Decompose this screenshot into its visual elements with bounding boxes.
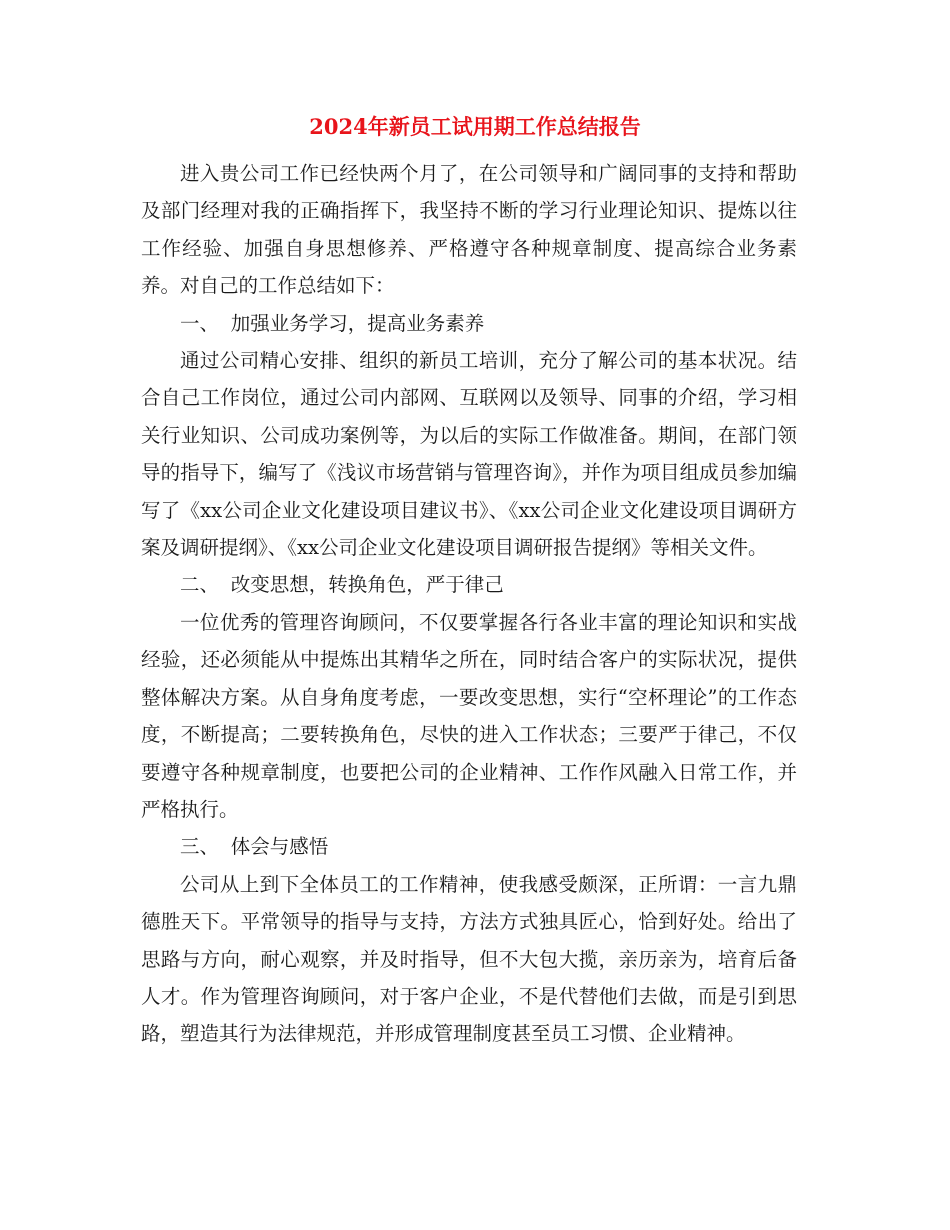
section-3-number: 三、 bbox=[180, 835, 220, 859]
section-2-heading bbox=[141, 566, 797, 603]
section-2-title: 改变思想，转换角色，严于律己 bbox=[230, 573, 504, 597]
section-2-number: 二、 bbox=[180, 573, 220, 597]
section-1-title: 加强业务学习，提高业务素养 bbox=[230, 311, 485, 335]
document-title: 2024年新员工试用期工作总结报告 bbox=[309, 114, 641, 139]
section-1-heading bbox=[141, 305, 797, 342]
section-3-paragraph: 公司从上到下全体员工的工作精神，使我感受颇深，正所谓：一言九鼎德胜天下。平常领导的指导与支持，方法方式独具匠心，恰到好处。给出了思路与方向，耐心观察，并及时指导，但不大包大揽，亲历亲为，培育后备人才。作为管理咨询顾问，对于客户企业，不是代替他们去做，而是引到思路，塑造其行为法律规范，并形成管理制度甚至员工习惯、企业精神。 bbox=[141, 872, 797, 1046]
section-1-number: 一、 bbox=[180, 311, 220, 335]
section-1-paragraph: 通过公司精心安排、组织的新员工培训，充分了解公司的基本状况。结合自己工作岗位，通过公司内部网、互联网以及领导、同事的介绍，学习相关行业知识、公司成功案例等，为以后的实际工作做准备。期间，在部门领导的指导下，编写了《浅议市场营销与管理咨询》，并作为项目组成员参加编写了《xx公司企业文化建设项目建议书》、《xx公司企业文化建设项目调研方案及调研提纲》、《xx公司企业文化建设项目调研报告提纲》等相关文件。 bbox=[141, 349, 797, 560]
section-3-heading bbox=[141, 828, 797, 865]
document-body bbox=[141, 155, 797, 1053]
intro-paragraph: 进入贵公司工作已经快两个月了，在公司领导和广阔同事的支持和帮助及部门经理对我的正确指挥下，我坚持不断的学习行业理论知识、提炼以往工作经验、加强自身思想修养、严格遵守各种规章制度、提高综合业务素养。对自己的工作总结如下： bbox=[141, 162, 797, 298]
section-2-paragraph: 一位优秀的管理咨询顾问，不仅要掌握各行各业丰富的理论知识和实战经验，还必须能从中提炼出其精华之所在，同时结合客户的实际状况，提供整体解决方案。从自身角度考虑，一要改变思想，实行“空杯理论”的工作态度，不断提高；二要转换角色，尽快的进入工作状态；三要严于律己，不仅要遵守各种规章制度，也要把公司的企业精神、工作作风融入日常工作，并严格执行。 bbox=[141, 610, 797, 821]
section-3-title: 体会与感悟 bbox=[230, 835, 329, 859]
